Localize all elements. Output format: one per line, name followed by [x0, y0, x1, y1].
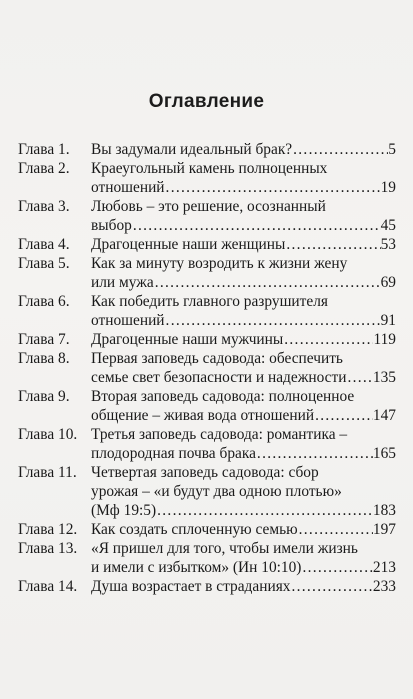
page-number: 53 — [380, 236, 396, 253]
dot-leader — [301, 558, 372, 577]
toc-entry — [18, 539, 396, 577]
toc-entry — [18, 159, 396, 197]
dot-leader — [298, 520, 373, 539]
chapter-title-line: Любовь – это решение, осознанный — [91, 198, 326, 215]
chapter-number: Глава 6. — [18, 293, 70, 310]
dot-leader — [156, 501, 373, 520]
chapter-title-line: (Мф 19:5) — [91, 502, 157, 519]
chapter-number: Глава 3. — [18, 198, 70, 215]
dot-leader — [285, 235, 380, 254]
chapter-title-line: Как создать сплоченную семью — [91, 521, 298, 538]
chapter-title-line: Вторая заповедь садовода: полноценное — [91, 388, 355, 405]
dot-leader — [256, 444, 373, 463]
toc-entry — [18, 577, 396, 596]
chapter-title-line: Краеугольный камень полноценных — [91, 160, 328, 177]
chapter-title-line: Драгоценные наши мужчины — [91, 331, 284, 348]
toc-entry — [18, 520, 396, 539]
chapter-number: Глава 13. — [18, 540, 78, 557]
chapter-title-line: выбор — [91, 217, 132, 234]
chapter-number: Глава 10. — [18, 426, 78, 443]
chapter-title-line: или мужа — [91, 274, 154, 291]
chapter-number: Глава 14. — [18, 578, 78, 595]
chapter-title-line: Как победить главного разрушителя — [91, 293, 328, 310]
dot-leader — [132, 216, 381, 235]
dot-leader — [314, 406, 373, 425]
page-number: 19 — [380, 179, 396, 196]
chapter-number: Глава 8. — [18, 350, 70, 367]
page-number: 5 — [388, 141, 396, 158]
page-number: 213 — [372, 559, 396, 576]
chapter-title-line: Душа возрастает в страданиях — [91, 578, 291, 595]
table-of-contents — [18, 140, 396, 596]
chapter-title-line: «Я пришел для того, чтобы имели жизнь — [91, 540, 358, 557]
chapter-title-line: отношений — [91, 179, 165, 196]
chapter-number: Глава 11. — [18, 464, 77, 481]
chapter-title-line: отношений — [91, 312, 165, 329]
chapter-title-line: Как за минуту возродить к жизни жену — [91, 255, 348, 272]
dot-leader — [292, 140, 388, 159]
toc-entry — [18, 292, 396, 330]
page-number: 135 — [372, 369, 396, 386]
chapter-number: Глава 4. — [18, 236, 70, 253]
toc-entry — [18, 254, 396, 292]
dot-leader — [290, 577, 372, 596]
page-number: 45 — [380, 217, 396, 234]
chapter-number: Глава 1. — [18, 141, 70, 158]
page-title: Оглавление — [148, 91, 265, 112]
chapter-number: Глава 5. — [18, 255, 70, 272]
chapter-title-line: Третья заповедь садовода: романтика – — [91, 426, 348, 443]
dot-leader — [283, 330, 373, 349]
page-number: 69 — [380, 274, 396, 291]
chapter-number: Глава 12. — [18, 521, 78, 538]
chapter-title-line: и имели с избытком» (Ин 10:10) — [91, 559, 302, 576]
chapter-number: Глава 7. — [18, 331, 70, 348]
chapter-title-line: Драгоценные наши женщины — [91, 236, 286, 253]
chapter-title-line: общение – живая вода отношений — [91, 407, 315, 424]
page-number: 233 — [372, 578, 396, 595]
toc-entry — [18, 197, 396, 235]
chapter-title-line: Четвертая заповедь садовода: сбор — [91, 464, 319, 481]
chapter-title-line: плодородная почва брака — [91, 445, 256, 462]
chapter-title-line: семье свет безопасности и надежности — [91, 369, 347, 386]
toc-entry — [18, 140, 396, 159]
chapter-title-line: Первая заповедь садовода: обеспечить — [91, 350, 343, 367]
page-number: 197 — [372, 521, 396, 538]
chapter-number: Глава 2. — [18, 160, 70, 177]
page-number: 119 — [373, 331, 396, 348]
page-number: 147 — [372, 407, 396, 424]
toc-entry — [18, 463, 396, 520]
dot-leader — [346, 368, 372, 387]
toc-entry — [18, 425, 396, 463]
dot-leader — [154, 273, 381, 292]
toc-entry — [18, 349, 396, 387]
dot-leader — [165, 311, 381, 330]
page-number: 183 — [372, 502, 396, 519]
toc-entry — [18, 330, 396, 349]
chapter-number: Глава 9. — [18, 388, 70, 405]
toc-entry — [18, 235, 396, 254]
chapter-title-line: Вы задумали идеальный брак? — [91, 141, 293, 158]
page-number: 165 — [372, 445, 396, 462]
chapter-title-line: урожая – «и будут два одною плотью» — [91, 483, 342, 500]
page-number: 91 — [380, 312, 396, 329]
dot-leader — [165, 178, 381, 197]
toc-entry — [18, 387, 396, 425]
